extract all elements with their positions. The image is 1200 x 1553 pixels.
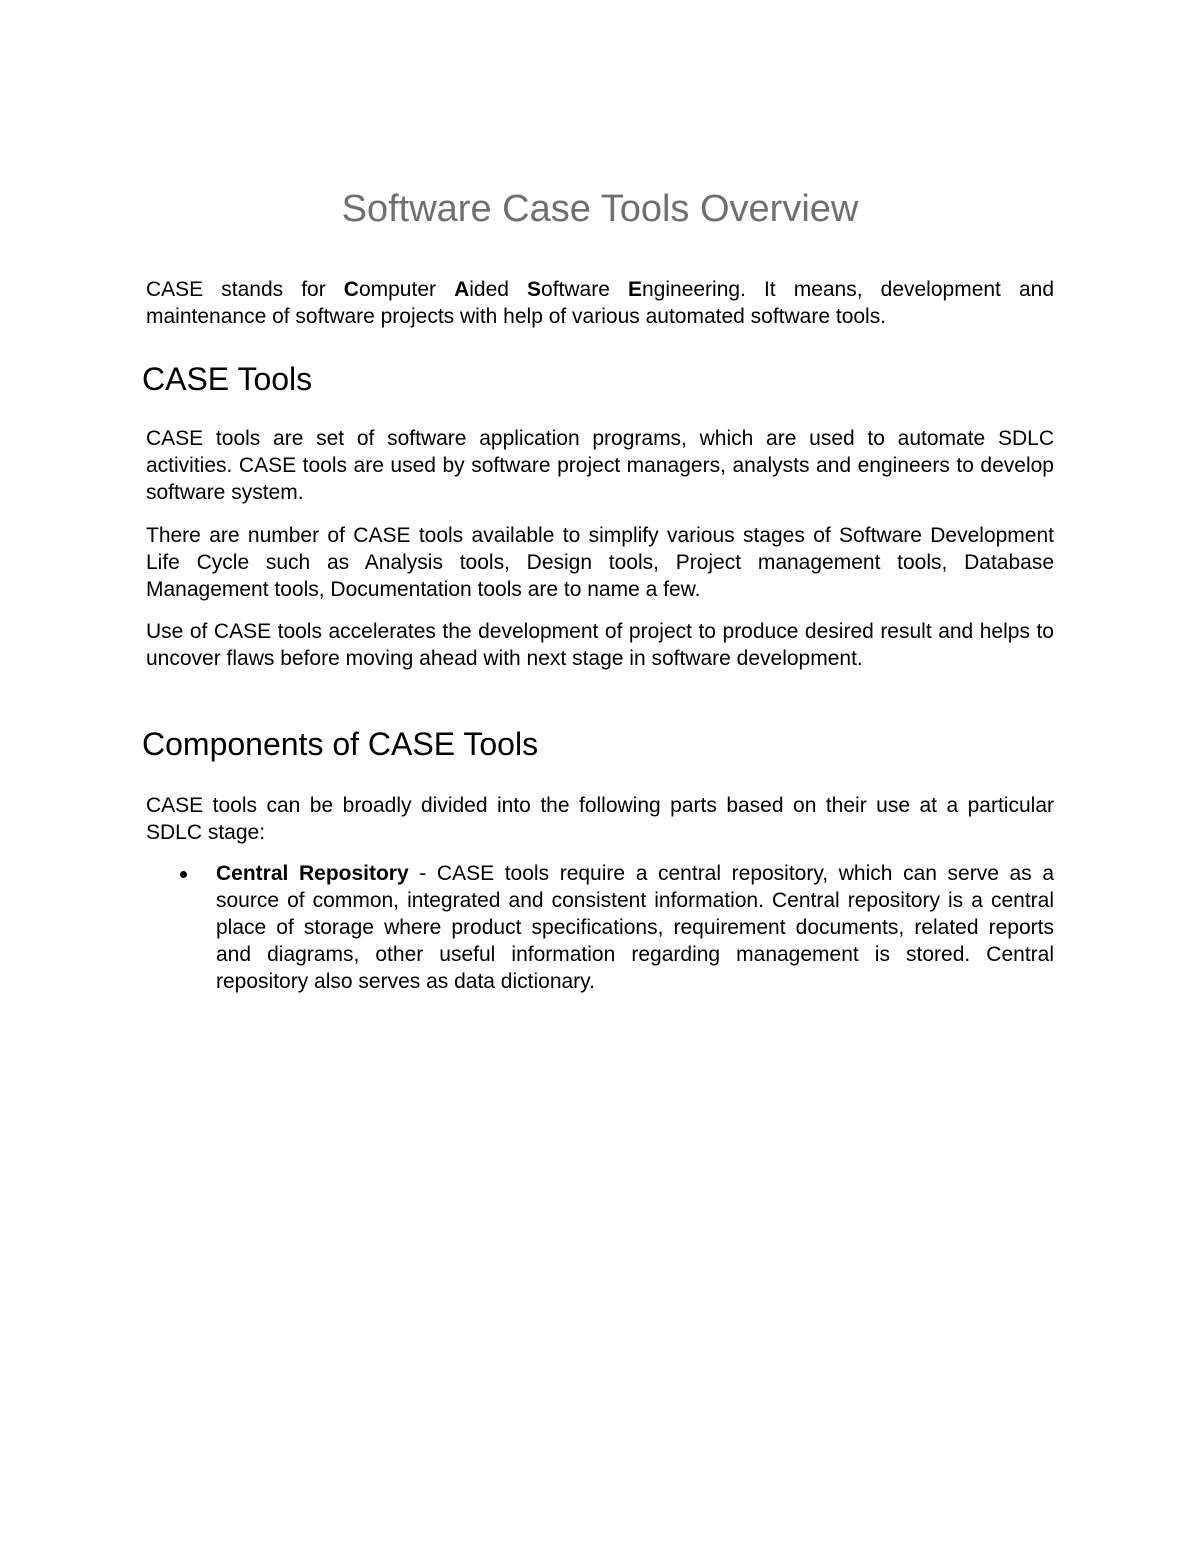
intro-letter-s: S: [527, 278, 542, 301]
intro-letter-c: C: [343, 278, 359, 301]
intro-text-computer: omputer: [358, 278, 455, 301]
case-tools-section-3: [146, 618, 1054, 672]
components-section: [146, 792, 1054, 846]
intro-text-engineering: ngineering. It means, development and maintenance of software projects with help of various automated software tools.: [146, 278, 1054, 328]
case-tools-paragraph-1: CASE tools are set of software application programs, which are used to automate SDLC activities. CASE tools are used by software project managers, analysts and engineers to develop software system.: [146, 427, 1054, 504]
bullet-icon: [180, 871, 187, 878]
case-tools-paragraph-2: There are number of CASE tools available to simplify various stages of Software Development Life Cycle such as Analysis tools, Design tools, Project management tools, Database Management tools, Documentation tools are to name a few.: [146, 524, 1054, 601]
intro-text-start: CASE stands for: [146, 278, 344, 301]
bullet-term: Central Repository: [216, 862, 409, 885]
intro-text-software: oftware: [541, 278, 628, 301]
case-tools-paragraph-3: Use of CASE tools accelerates the development of project to produce desired result and helps to uncover flaws before moving ahead with next stage in software development.: [146, 620, 1054, 670]
intro-text-aided: ided: [469, 278, 528, 301]
section-heading-case-tools: CASE Tools: [142, 361, 313, 397]
intro-letter-e: E: [627, 278, 642, 301]
case-tools-section-2: [146, 522, 1054, 603]
intro-letter-a: A: [454, 278, 470, 301]
bullet-text: - CASE tools require a central repository, which can serve as a source of common, integrated and consistent information. Central repository is a central place of storage where product specifications, requirement documents, related reports and diagrams, other useful information regarding management is stored. Central repository also serves as data dictionary.: [216, 862, 1055, 993]
section-heading-components: Components of CASE Tools: [142, 726, 539, 762]
components-paragraph: CASE tools can be broadly divided into the following parts based on their use at a particular SDLC stage:: [146, 794, 1054, 844]
document-title: Software Case Tools Overview: [341, 188, 859, 230]
intro-section: [146, 276, 1054, 330]
case-tools-section: [146, 425, 1054, 506]
intro-paragraph: [146, 276, 1054, 330]
list-item: [146, 860, 1054, 995]
components-bullet-list: [146, 860, 1054, 995]
